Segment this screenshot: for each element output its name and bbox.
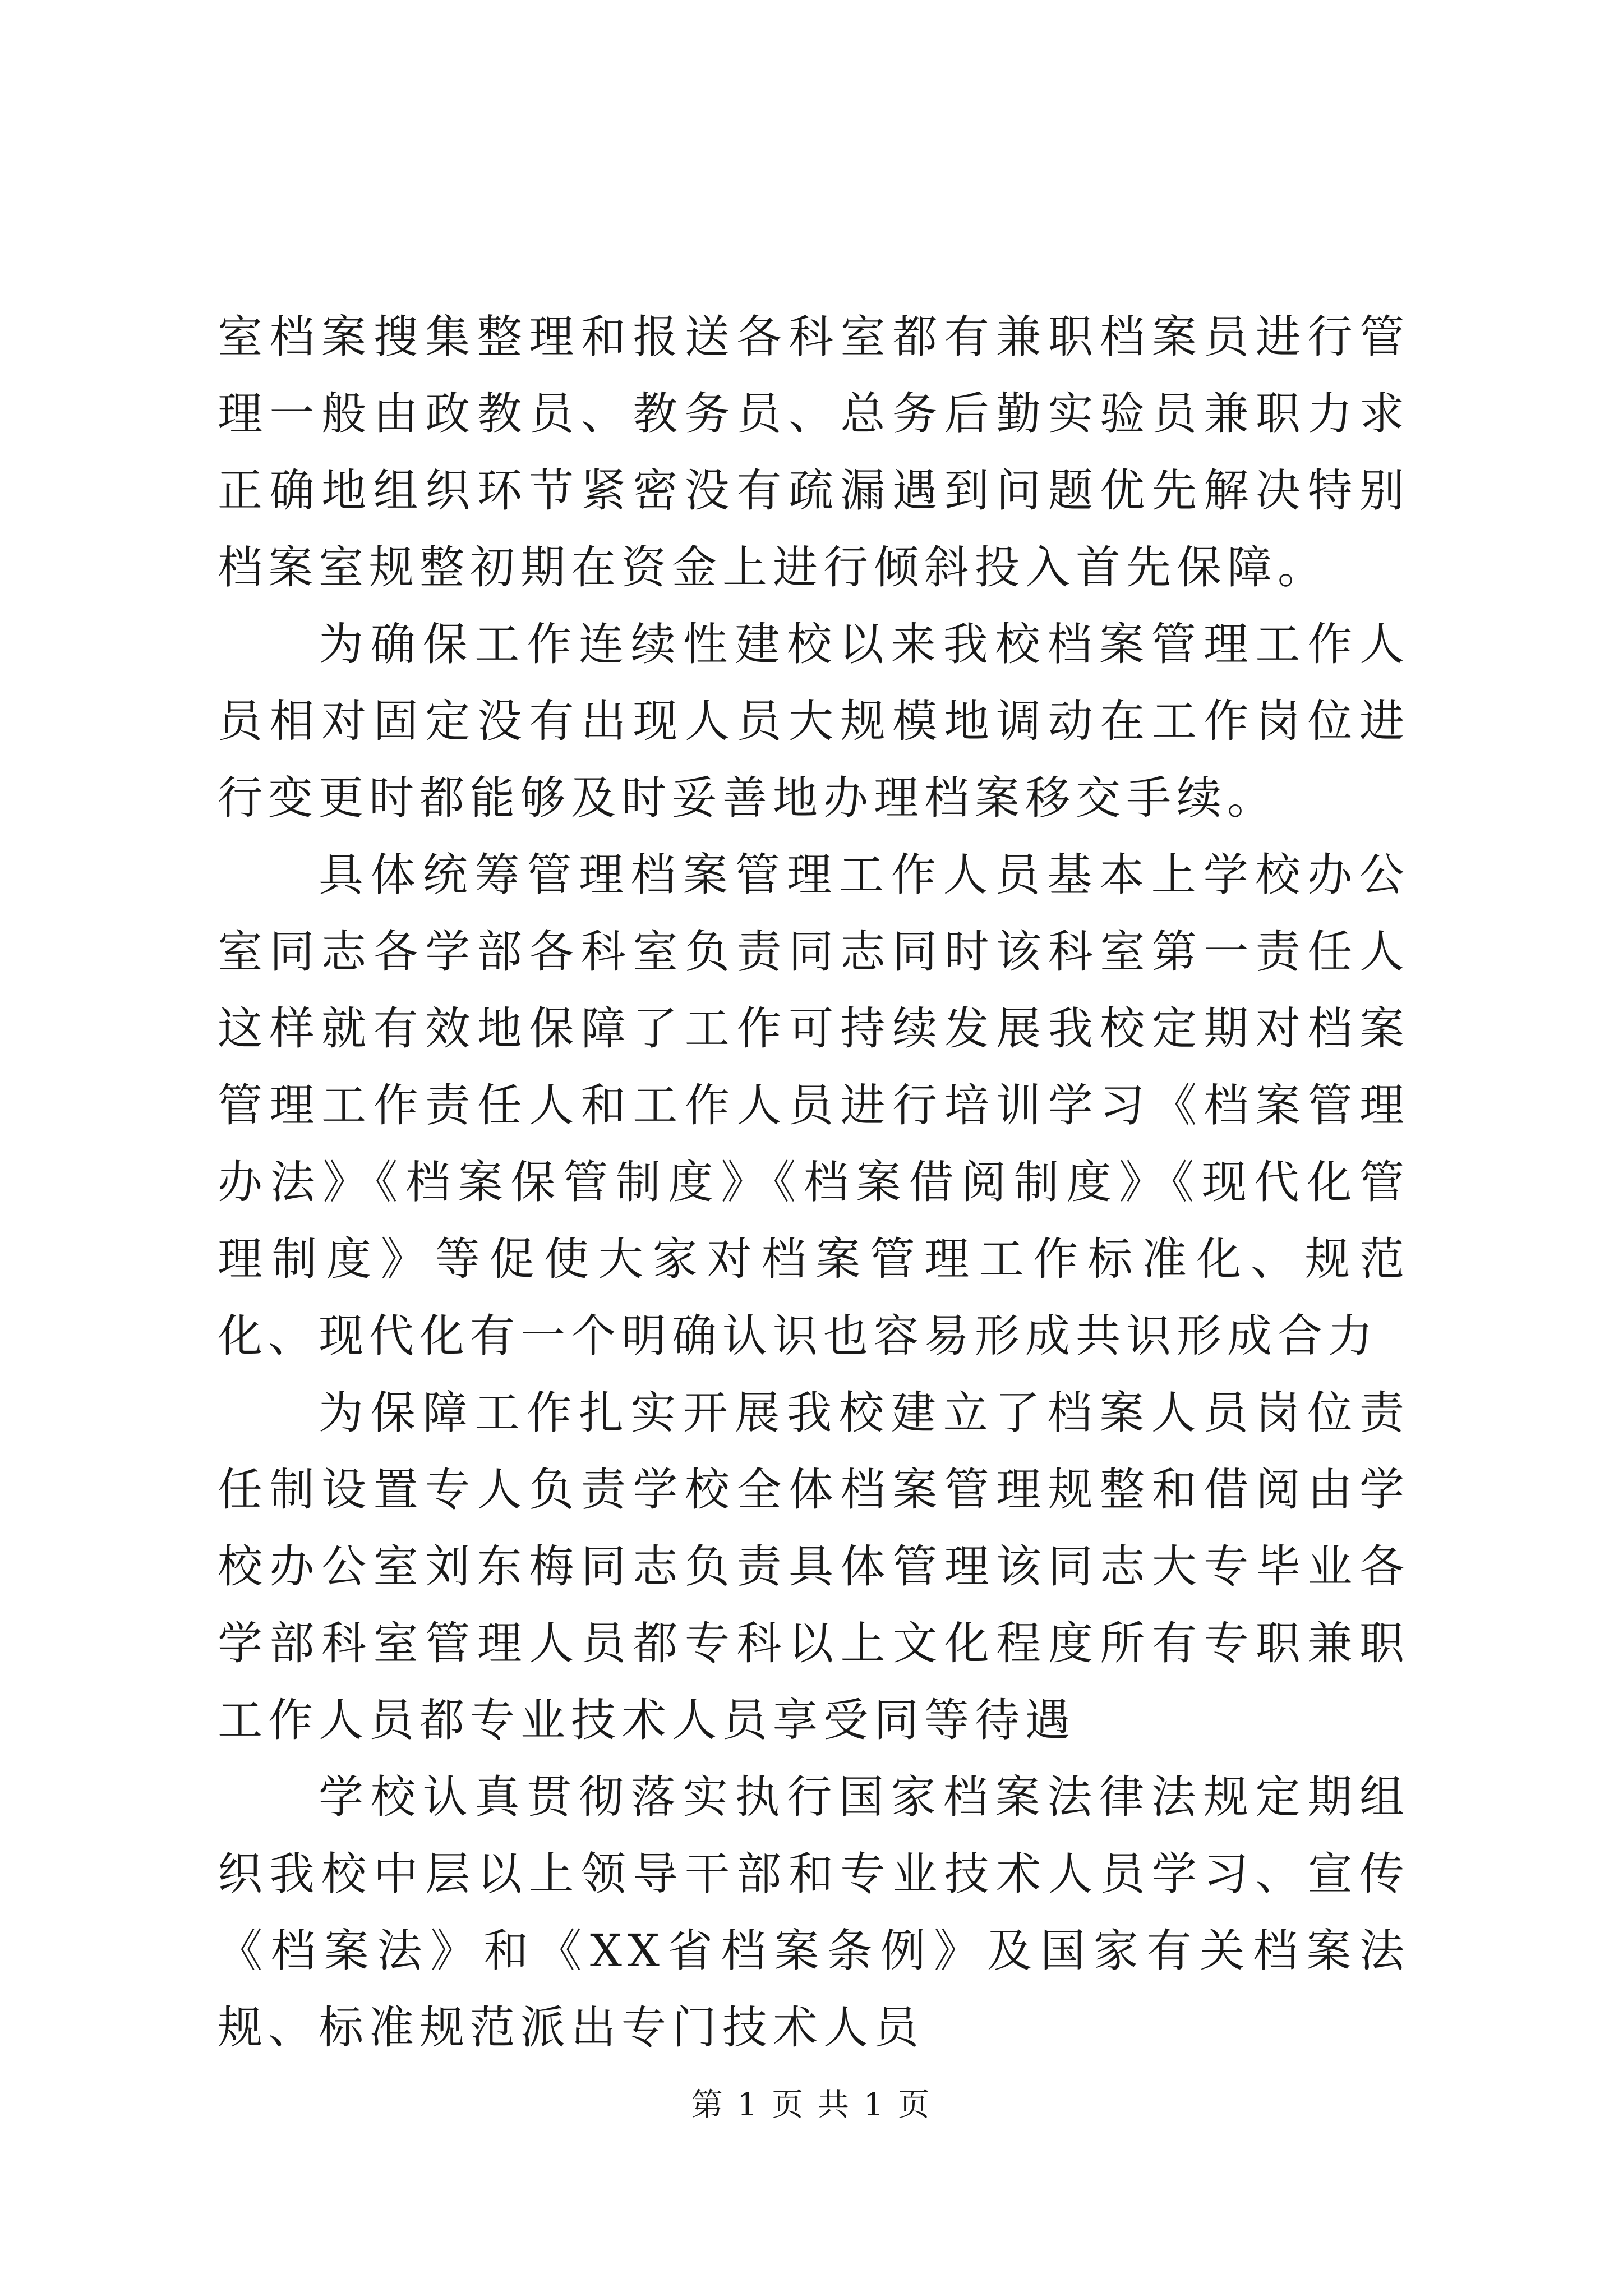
paragraph-4: 为保障工作扎实开展我校建立了档案人员岗位责任制设置专人负责学校全体档案管理规整和借阅由学校办公室刘东梅同志负责具体管理该同志大专毕业各学部科室管理人员都专科以上文化程度所有专职兼职工作人员都专业技术人员享受同等待遇	[218, 1387, 1410, 1746]
page-footer: 第 1 页 共 1 页	[691, 2087, 932, 2123]
paragraph-2: 为确保工作连续性建校以来我校档案管理工作人员相对固定没有出现人员大规模地调动在工作岗位进行变更时都能够及时妥善地办理档案移交手续。	[218, 618, 1410, 824]
paragraph-1: 室档案搜集整理和报送各科室都有兼职档案员进行管理一般由政教员、教务员、总务后勤实验员兼职力求正确地组织环节紧密没有疏漏遇到问题优先解决特别档案室规整初期在资金上进行倾斜投入首先保障。	[218, 311, 1410, 593]
paragraph-5: 学校认真贯彻落实执行国家档案法律法规定期组织我校中层以上领导干部和专业技术人员学习、宣传《档案法》和《XX省档案条例》及国家有关档案法规、标准规范派出专门技术人员	[218, 1771, 1410, 2054]
paragraph-3: 具体统筹管理档案管理工作人员基本上学校办公室同志各学部各科室负责同志同时该科室第一责任人这样就有效地保障了工作可持续发展我校定期对档案管理工作责任人和工作人员进行培训学习《档案管理办法》《档案保管制度》《档案借阅制度》《现代化管理制度》等促使大家对档案管理工作标准化、规范化、现代化有一个明确认识也容易形成共识形成合力	[218, 849, 1410, 1362]
document-body	[218, 298, 1410, 2066]
